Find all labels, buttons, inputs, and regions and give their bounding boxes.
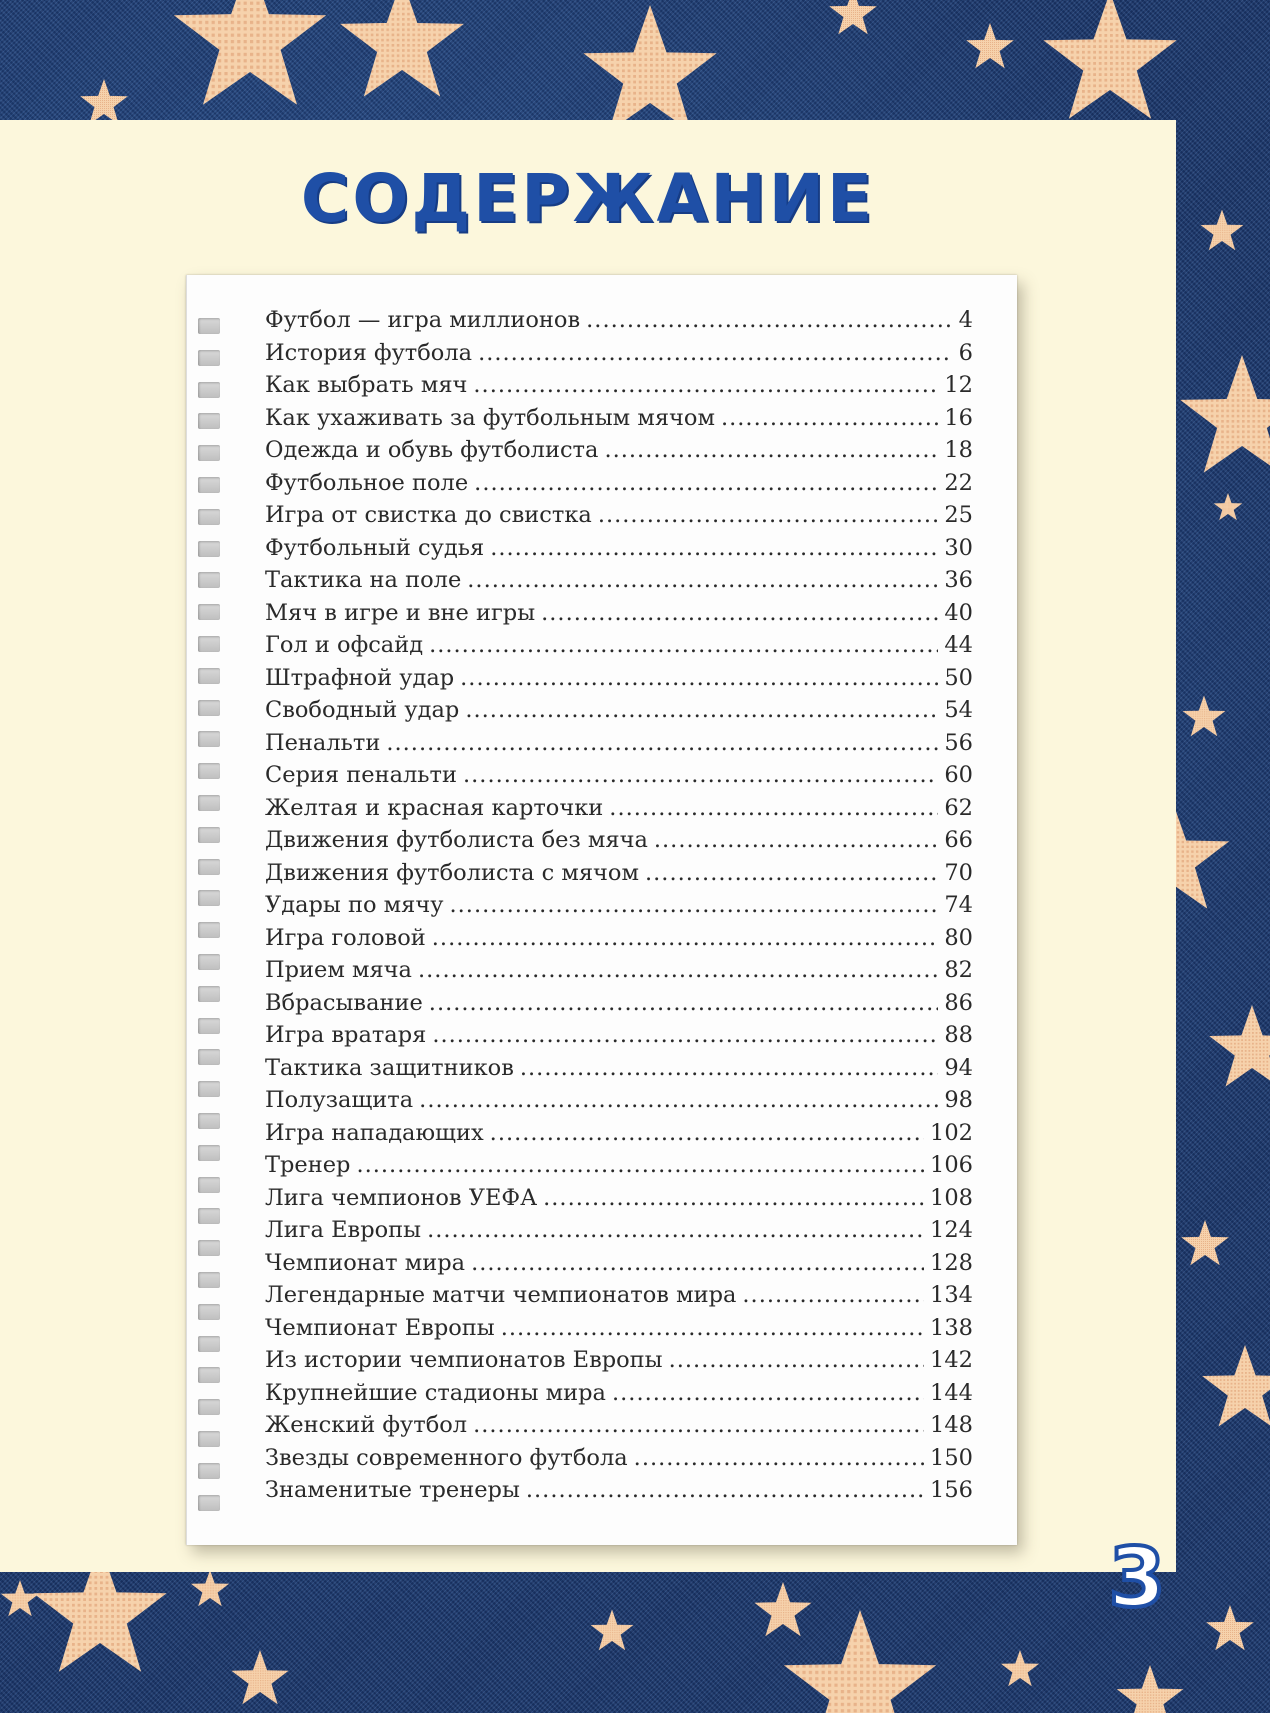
toc-entry-title: Полузащита [265,1087,414,1113]
star-icon [1201,210,1244,251]
toc-entry-page: 150 [930,1444,973,1471]
toc-entry [265,1347,973,1380]
toc-entry [265,1477,973,1510]
toc-entry-title: Футбольное поле [265,469,469,496]
toc-entry-page: 70 [944,859,973,886]
toc-dot-leader [645,860,938,886]
binding-hole [198,1272,220,1288]
toc-entry-title: Знаменитые тренеры [265,1477,520,1503]
toc-entry [265,1445,973,1478]
toc-entry-title: Игра нападающих [265,1119,484,1146]
toc-dot-leader [429,990,939,1016]
toc-dot-leader [419,1087,938,1113]
toc-entry-title: Игра головой [265,924,426,951]
toc-dot-leader [609,795,938,821]
toc-entry-page: 80 [944,924,973,951]
toc-entry-page: 88 [944,1022,973,1048]
page-title: СОДЕРЖАНИЕ [300,160,876,237]
toc-entry-page: 62 [944,794,973,821]
toc-entry [265,600,973,633]
toc-entry-page: 40 [944,599,973,626]
binding-hole [198,859,220,875]
binding-hole [198,668,220,684]
star-icon [1117,1665,1184,1713]
toc-entry-page: 156 [930,1477,973,1503]
binding-hole [198,827,220,843]
toc-dot-leader [473,372,938,398]
binding-hole [198,350,220,366]
toc-entry-page: 144 [930,1379,973,1406]
toc-entry-title: Лига Европы [265,1217,422,1243]
toc-entry-page: 128 [930,1249,973,1276]
toc-dot-leader [520,1055,938,1081]
star-icon [340,0,464,97]
toc-entry-title: Серия пенальти [265,762,457,788]
toc-entry [265,892,973,925]
binding-hole [198,763,220,779]
toc-entry-page: 124 [930,1217,973,1243]
toc-entry-title: Тактика защитников [265,1054,514,1081]
star-icon [80,79,128,124]
star-icon [1214,493,1243,520]
toc-entry-page: 4 [958,307,973,333]
toc-entry-page: 60 [944,762,973,788]
toc-entry [265,730,973,763]
toc-entry-page: 108 [930,1184,973,1211]
star-icon [191,1570,229,1606]
toc-entry-page: 66 [944,827,973,853]
toc-entry-page: 94 [944,1054,973,1081]
binding-hole [198,445,220,461]
toc-entry-title: Желтая и красная карточки [265,794,604,821]
toc-entry-page: 44 [944,632,973,658]
star-icon [754,1582,811,1636]
toc-entry-title: Футбольный судья [265,534,485,561]
toc-entry-title: Движения футболиста с мячом [265,859,639,886]
toc-entry [265,665,973,698]
toc-dot-leader [460,665,938,691]
toc-entry [265,502,973,535]
binding-hole [198,922,220,938]
toc-entry-page: 22 [944,469,973,496]
toc-dot-leader [474,470,938,496]
toc-entry-page: 56 [944,729,973,756]
toc-dot-leader [543,1185,924,1211]
toc-entry [265,1315,973,1348]
toc-entry-title: Одежда и обувь футболиста [265,437,599,463]
toc-entry-page: 6 [958,339,973,366]
binding-hole [198,1208,220,1224]
toc-entry-title: Крупнейшие стадионы мира [265,1379,606,1406]
binding-hole [198,541,220,557]
toc-entry-page: 50 [944,664,973,691]
toc-entry-page: 18 [944,437,973,463]
toc-dot-leader [721,405,938,431]
toc-entry [265,535,973,568]
toc-entry [265,925,973,958]
star-icon [1202,1345,1270,1426]
toc-entry-title: Мяч в игре и вне игры [265,599,536,626]
toc-dot-leader [429,632,938,658]
toc-entry-title: Штрафной удар [265,664,455,691]
toc-entry [265,340,973,373]
toc-dot-leader [526,1477,924,1503]
toc-entry-title: Лига чемпионов УЕФА [265,1184,538,1211]
toc-entry [265,1380,973,1413]
toc-entry [265,632,973,665]
star-icon [966,23,1014,68]
binding-hole [198,509,220,525]
star-icon [174,0,326,105]
toc-entry-title: Вбрасывание [265,989,423,1016]
toc-entry [265,957,973,990]
toc-dot-leader [478,340,953,366]
toc-entry [265,1282,973,1315]
toc-entry [265,1412,973,1445]
star-icon [784,1610,936,1713]
star-icon [1,1580,39,1616]
binding-hole [198,795,220,811]
star-icon [1001,1650,1039,1686]
toc-entry-page: 82 [944,957,973,983]
toc-entry-title: История футбола [265,339,473,366]
toc-dot-leader [490,1120,924,1146]
toc-entry [265,697,973,730]
toc-dot-leader [450,892,939,918]
toc-dot-leader [418,957,938,983]
toc-dot-leader [386,730,938,756]
star-icon [1043,0,1176,119]
toc-entry-title: Как ухаживать за футбольным мячом [265,404,715,431]
toc-dot-leader [604,437,938,463]
page-number: 3 [1108,1531,1166,1626]
binding-hole [198,1081,220,1097]
binding-hole [198,1304,220,1320]
star-icon [1180,355,1270,473]
toc-dot-leader [598,502,939,528]
toc-dot-leader [541,600,938,626]
toc-entry-title: Прием мяча [265,957,412,983]
toc-entry [265,437,973,470]
star-icon [591,1610,634,1651]
binding-hole [198,1336,220,1352]
toc-entry [265,1055,973,1088]
toc-entry-page: 12 [944,372,973,398]
toc-dot-leader [501,1315,924,1341]
toc-entry-page: 86 [944,989,973,1016]
toc-entry [265,795,973,828]
toc-dot-leader [669,1347,924,1373]
toc-entry [265,470,973,503]
binding-hole [198,572,220,588]
toc-entry-page: 74 [944,892,973,918]
binding-hole [198,700,220,716]
toc-dot-leader [471,1250,924,1276]
binding-hole [198,1049,220,1065]
toc-dot-leader [356,1152,924,1178]
binding-hole [198,1177,220,1193]
toc-entry-title: Легендарные матчи чемпионатов мира [265,1282,737,1308]
toc-entry-title: Игра от свистка до свистка [265,502,592,528]
binding-hole [198,1367,220,1383]
toc-entry-page: 54 [944,697,973,723]
toc-entry-title: Пенальти [265,729,381,756]
toc-entry [265,1120,973,1153]
toc-entry [265,1185,973,1218]
binding-hole [198,1240,220,1256]
toc-entry-title: Звезды современного футбола [265,1444,628,1471]
binding-hole [198,477,220,493]
binding-hole [198,986,220,1002]
toc-entry-title: Чемпионат Европы [265,1314,495,1341]
toc-dot-leader [634,1445,924,1471]
toc-entry-title: Гол и офсайд [265,632,424,658]
notebook-holes [198,318,224,1518]
binding-hole [198,636,220,652]
binding-hole [198,604,220,620]
binding-hole [198,1431,220,1447]
toc-dot-leader [742,1282,924,1308]
toc-entry-page: 142 [930,1347,973,1373]
toc-entry-page: 25 [944,502,973,528]
binding-hole [198,1145,220,1161]
toc-entry-title: Игра вратаря [265,1022,427,1048]
star-icon [1183,696,1226,737]
binding-hole [198,1463,220,1479]
toc-dot-leader [432,1022,938,1048]
toc-entry-title: Удары по мячу [265,892,444,918]
toc-entry [265,1022,973,1055]
toc-dot-leader [432,925,939,951]
toc-entry [265,1152,973,1185]
toc-entry [265,990,973,1023]
toc-entry [265,372,973,405]
binding-hole [198,890,220,906]
toc-entry [265,405,973,438]
binding-hole [198,1495,220,1511]
toc-entry-title: Из истории чемпионатов Европы [265,1347,663,1373]
binding-hole [198,318,220,334]
toc-entry-title: Футбол — игра миллионов [265,307,581,333]
toc-entry-page: 138 [930,1314,973,1341]
binding-hole [198,954,220,970]
toc-entry-page: 102 [930,1119,973,1146]
star-icon [1209,1005,1270,1086]
binding-hole [198,1113,220,1129]
toc-dot-leader [612,1380,924,1406]
toc-entry-page: 134 [930,1282,973,1308]
toc-dot-leader [586,307,953,333]
toc-entry-page: 16 [944,404,973,431]
toc-entry [265,860,973,893]
toc-dot-leader [427,1217,924,1243]
toc-entry-title: Тренер [265,1152,351,1178]
toc-entry-page: 30 [944,534,973,561]
star-icon [583,5,716,132]
toc-entry-page: 36 [944,567,973,593]
toc-entry-title: Женский футбол [265,1412,468,1438]
binding-hole [198,1399,220,1415]
toc-dot-leader [463,762,938,788]
toc-entry [265,827,973,860]
toc-dot-leader [654,827,938,853]
binding-hole [198,382,220,398]
star-icon [829,0,877,34]
toc-dot-leader [465,697,938,723]
toc-entry-title: Как выбрать мяч [265,372,468,398]
toc-entry [265,1217,973,1250]
toc-entry-title: Свободный удар [265,697,460,723]
toc-entry-title: Движения футболиста без мяча [265,827,648,853]
toc-entry [265,762,973,795]
star-icon [1181,1220,1229,1265]
toc-entry [265,1087,973,1120]
toc-entry-page: 98 [944,1087,973,1113]
toc-entry-page: 148 [930,1412,973,1438]
toc-entry-title: Чемпионат мира [265,1249,466,1276]
toc-dot-leader [473,1412,924,1438]
star-icon [231,1650,288,1704]
star-icon [1206,1605,1254,1650]
binding-hole [198,413,220,429]
toc-entry [265,1250,973,1283]
binding-hole [198,731,220,747]
toc-entry-page: 106 [930,1152,973,1178]
toc-entry [265,567,973,600]
toc-entry-title: Тактика на поле [265,567,462,593]
toc-entry [265,307,973,340]
toc-dot-leader [467,567,938,593]
toc-dot-leader [490,535,938,561]
binding-hole [198,1018,220,1034]
table-of-contents [265,307,973,1510]
